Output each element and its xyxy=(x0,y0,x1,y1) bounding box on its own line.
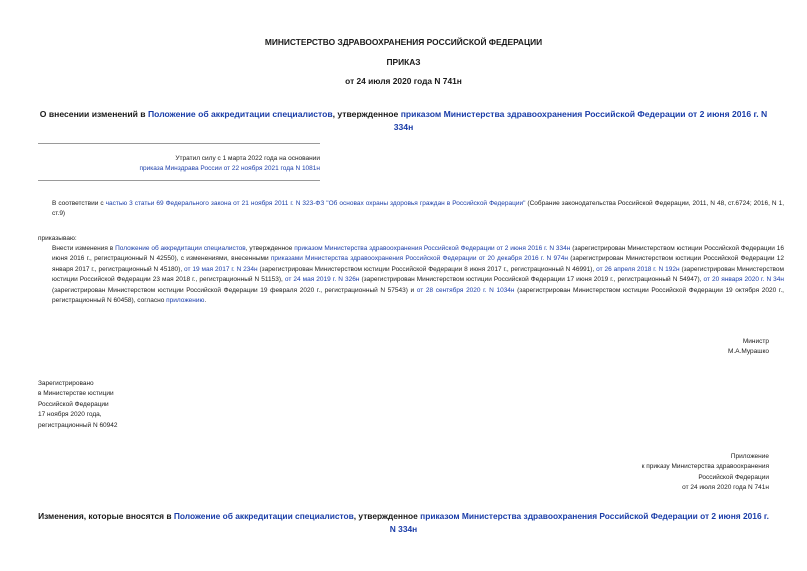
divider-bottom xyxy=(38,180,320,181)
registration-line: 17 ноября 2020 года, xyxy=(38,411,102,419)
main-link-order-1034n[interactable]: от 28 сентября 2020 г. N 1034н xyxy=(416,286,515,294)
registration-line: регистрационный N 60942 xyxy=(38,421,118,429)
basis-text-1: В соответствии с xyxy=(52,200,106,207)
basis-paragraph xyxy=(38,199,784,220)
main-text: (зарегистрирован Министерством юстиции Российской Федерации 23 мая 2018 г., регистрационный N 51153), xyxy=(52,265,785,284)
title-prefix: О внесении изменений в xyxy=(39,109,148,119)
signer-name: М.А.Мурашко xyxy=(727,348,769,356)
changes-link-regulation[interactable]: Положение об аккредитации специалистов xyxy=(173,511,354,521)
signer-position: Министр xyxy=(742,338,769,345)
main-link-order-234n[interactable]: от 19 мая 2017 г. N 234н xyxy=(184,265,258,273)
title-link-order-334n[interactable]: приказом Министерства здравоохранения Российской Федерации от 2 июня 2016 г. N 334н xyxy=(393,109,768,132)
main-link-order-974n[interactable]: приказами Министерства здравоохранения Российской Федерации от 20 декабря 2016 г. N 974н xyxy=(270,255,568,263)
title-link-regulation[interactable]: Положение об аккредитации специалистов xyxy=(147,109,333,119)
main-link-order-334n[interactable]: приказом Министерства здравоохранения Российской Федерации от 2 июня 2016 г. N 334н xyxy=(294,245,571,252)
changes-heading xyxy=(36,510,771,535)
main-text: Внести изменения в xyxy=(52,245,116,252)
main-link-order-34n[interactable]: от 20 января 2020 г. N 34н xyxy=(703,276,784,284)
lost-force-note xyxy=(38,154,320,175)
changes-prefix: Изменения, которые вносятся в xyxy=(38,511,174,521)
main-text: (зарегистрирован Министерством юстиции Российской Федерации 17 июня 2019 г., регистрационный N 54947), xyxy=(359,276,704,284)
basis-text-2: (Собрание законодательства Российской Федерации, 2011, N 48, ст.6724; 2016, N 1, ст.9) xyxy=(52,200,785,218)
changes-link-order-334n[interactable]: приказом Министерства здравоохранения Российской Федерации от 2 июня 2016 г. N 334н xyxy=(389,511,769,534)
appendix-line: к приказу Министерства здравоохранения xyxy=(641,463,769,471)
registration-line: Российской Федерации xyxy=(38,400,109,408)
appendix-block xyxy=(642,452,769,494)
title-middle: , утвержденное xyxy=(332,109,401,119)
main-text: (зарегистрирован Министерством юстиции Российской Федерации 19 февраля 2020 г., регистрационный N 57543) и xyxy=(52,286,417,294)
appendix-line: Российской Федерации xyxy=(698,473,769,481)
signer-block xyxy=(728,337,769,358)
main-text: , утвержденное xyxy=(245,245,295,252)
document-type-heading: ПРИКАЗ xyxy=(386,57,421,67)
registration-block xyxy=(38,379,118,431)
main-link-regulation[interactable]: Положение об аккредитации специалистов xyxy=(115,245,246,252)
main-text: (зарегистрирован Министерством юстиции Российской Федерации 16 июня 2016 г., регистрационный N 42550), с изменениями, внесенными xyxy=(52,245,784,263)
document-title xyxy=(36,108,771,133)
main-link-order-192n[interactable]: от 26 апреля 2018 г. N 192н xyxy=(596,265,680,273)
main-text: (зарегистрирован Министерством юстиции Российской Федерации 19 октября 2020 г., регистрационный N 60458), согласно xyxy=(52,286,784,305)
document-date-number: от 24 июля 2020 года N 741н xyxy=(345,76,462,86)
main-text: . xyxy=(204,297,207,305)
main-paragraph xyxy=(38,244,784,306)
main-link-appendix[interactable]: приложению xyxy=(166,297,205,305)
main-link-order-326n[interactable]: от 24 мая 2019 г. N 326н xyxy=(284,276,360,284)
basis-link-law[interactable]: частью 3 статьи 69 Федерального закона от 21 ноября 2011 г. N 323-ФЗ "Об основах охраны здоровья граждан в Российской Федерации" xyxy=(105,200,526,207)
main-text: (зарегистрирован Министерством юстиции Российской Федерации 12 января 2017 г., регистрационный N 45180), xyxy=(52,255,785,273)
registration-line: Зарегистрировано xyxy=(38,380,94,387)
changes-middle: , утвержденное xyxy=(353,511,421,521)
main-text: (зарегистрирован Министерством юстиции Российской Федерации 8 июня 2017 г., регистрационный N 46991), xyxy=(257,265,597,273)
appendix-line: Приложение xyxy=(730,453,769,460)
ministry-heading: МИНИСТЕРСТВО ЗДРАВООХРАНЕНИЯ РОССИЙСКОЙ ФЕДЕРАЦИИ xyxy=(264,37,543,47)
appendix-line: от 24 июля 2020 года N 741н xyxy=(682,484,769,492)
prikazyvayu-text: приказываю: xyxy=(38,235,77,242)
lost-force-text: Утратил силу с 1 марта 2022 года на основании xyxy=(175,155,320,162)
divider-top xyxy=(38,143,320,144)
lost-force-link[interactable]: приказа Минздрава России от 22 ноября 2021 года N 1081н xyxy=(139,165,320,173)
registration-line: в Министерстве юстиции xyxy=(38,390,114,398)
